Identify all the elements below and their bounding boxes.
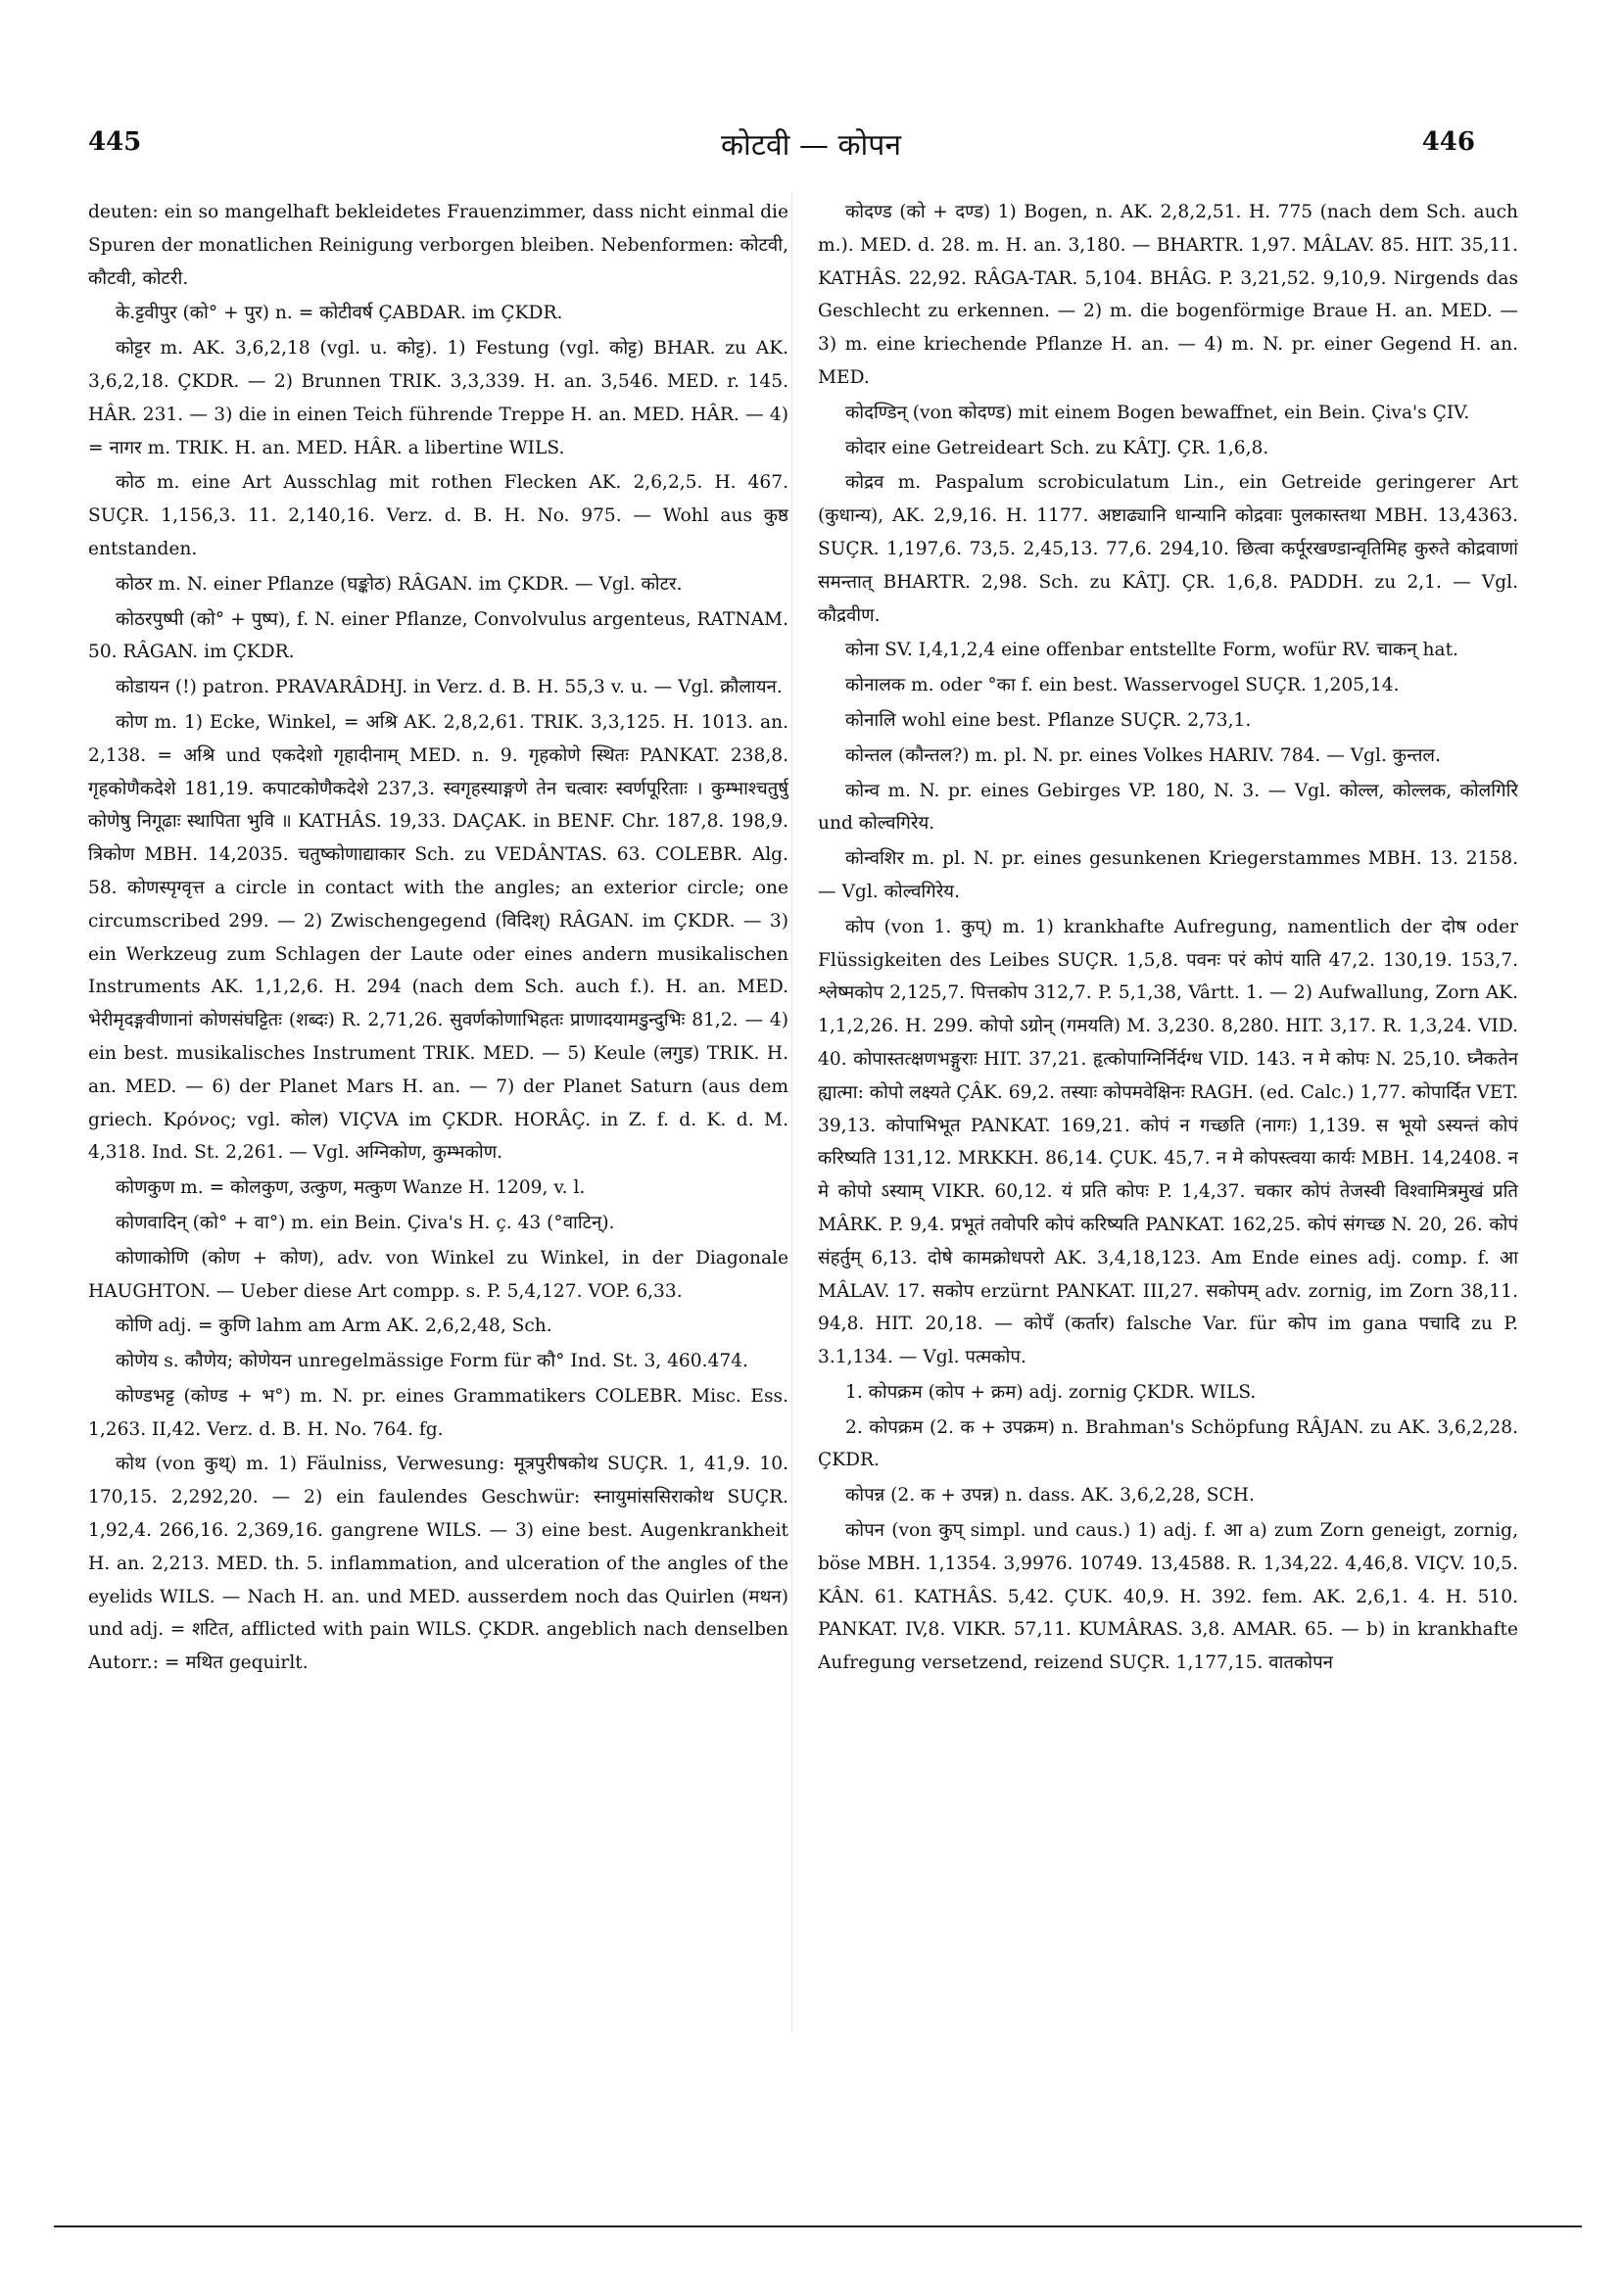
dictionary-entry: कोणि adj. = कुणि lahm am Arm AK. 2,6,2,48, Sch. — [116, 1315, 552, 1337]
dictionary-entry: 1. कोपक्रम (कोप + क्रम) adj. zornig ÇKDR. WILS. — [845, 1381, 1257, 1403]
dictionary-entry: कोदार eine Getreideart Sch. zu KÂTJ. ÇR. 1,6,8. — [845, 437, 1269, 458]
footer-rule — [54, 2225, 1582, 2227]
dictionary-entry: कोप (von 1. कुप्) m. 1) krankhafte Aufregung, namentlich der दोष oder Flüssigkeiten des Leibes SUÇR. 1,5,8. पवनः परं कोपं याति 47,2. 130,19. 153,7. श्लेष्मकोप 2,125,7. पित्तकोप 312,7. P. 5,1,38, Vârtt. 1. — 2) Aufwallung, Zorn AK. 1,1,2,26. H. 299. कोपो ऽग्रोन् (गमयति) M. 3,230. 8,280. HIT. 3,17. R. 1,3,24. VID. 40. कोपास्तत्क्षणभङ्गुराः HIT. 37,21. हृत्कोपाग्निर्निर्दग्ध VID. 143. न मे कोपः N. 25,10. घ्नैकतेन ह्यात्मा: कोपो लक्ष्यते ÇÂK. 69,2. तस्याः कोपमवेक्षिनः RAGH. (ed. Calc.) 1,77. कोपार्दित VET. 39,13. कोपाभिभूत PANKAT. 169,21. कोपं न गच्छति (नागः) 1,139. स भूयो ऽस्यन्तं कोपं करिष्यति 131,12. MRKKH. 86,14. ÇUK. 45,7. न मे कोपस्त्वया कार्यः MBH. 14,2408. न मे कोपो ऽस्याम् VIKR. 60,12. यं प्रति कोपः P. 1,4,37. चकार कोपं तेजस्वी विश्वामित्रमुखं प्रति MÂRK. P. 9,4. प्रभूतं तवोपरि कोपं करिष्यति PANKAT. 162,25. कोपं संगच्छ N. 20, 26. कोपं संहर्तुम् 6,13. दोषे कामक्रोधपरो AK. 3,4,18,123. Am Ende eines adj. comp. f. आ MÂLAV. 17. सकोप erzürnt PANKAT. III,27. सकोपम् adv. zornig, im Zorn 38,11. 94,8. HIT. 20,18. — कोपँ (कर्तार) falsche Var. für कोप im gana पचादि zu P. 3.1,134. — Vgl. पत्मकोप. — [818, 916, 1518, 1368]
dictionary-entry: कोणाकोणि (कोण + कोण), adv. von Winkel zu Winkel, in der Diagonale HAUGHTON. — Ueber diese Art compp. s. P. 5,4,127. VOP. 6,33. — [88, 1247, 788, 1302]
page-header — [0, 127, 1622, 176]
dictionary-entry: कोदण्डिन् (von कोदण्ड) mit einem Bogen bewaffnet, ein Bein. Çiva's ÇIV. — [845, 402, 1470, 423]
dictionary-entry: कोथ (von कुथ्) m. 1) Fäulniss, Verwesung: मूत्रपुरीषकोथ SUÇR. 1, 41,9. 10. 170,15. 2,292,20. — 2) ein faulendes Geschwür: स्नायुमांससिराकोथ SUÇR. 1,92,4. 266,16. 2,369,16. gangrene WILS. — 3) eine best. Augenkrankheit H. an. 2,213. MED. th. 5. inflammation, and ulceration of the angles of the eyelids WILS. — Nach H. an. und MED. ausserdem noch das Quirlen (मथन) und adj. = शटित, afflicted with pain WILS. ÇKDR. angeblich nach denselben Autorr.: = मथित gequirlt. — [88, 1454, 788, 1674]
left-column — [88, 196, 788, 2018]
dictionary-entry: कोना SV. I,4,1,2,4 eine offenbar entstellte Form, wofür RV. चाकन् hat. — [845, 640, 1458, 661]
dictionary-entry: कोण m. 1) Ecke, Winkel, = अश्रि AK. 2,8,2,61. TRIK. 3,3,125. H. 1013. an. 2,138. = अश्रि und एकदेशो गृहादीनाम् MED. n. 9. गृहकोणे स्थितः PANKAT. 238,8. गृहकोणैकदेशे 181,19. कपाटकोणैकदेशे 237,3. स्वगृहस्याङ्गणे तेन चत्वारः स्वर्णपूरिताः । कुम्भाश्चतुर्षु कोणेषु निगूढाः स्थापिता भुवि ॥ KATHÂS. 19,33. DAÇAK. in BENF. Chr. 187,8. 198,9. त्रिकोण MBH. 14,2035. चतुष्कोणाद्याकार Sch. zu VEDÂNTAS. 63. COLEBR. Alg. 58. कोणस्पृग्वृत्त a circle in contact with the angles; an exterior circle; one circumscribed 299. — 2) Zwischengegend (विदिश्) RÂGAN. im ÇKDR. — 3) ein Werkzeug zum Schlagen der Laute oder eines andern musikalischen Instruments AK. 1,1,2,6. H. 294 (nach dem Sch. auch f.). H. an. MED. भेरीमृदङ्गवीणानां कोणसंघट्टितः (शब्दः) R. 2,71,26. सुवर्णकोणाभिहतः प्राणादयामडुन्दुभिः 81,2. — 4) ein best. musikalisches Instrument TRIK. MED. — 5) Keule (लगुड) TRIK. H. an. MED. — 6) der Planet Mars H. an. — 7) der Planet Saturn (aus dem griech. Κρόνος; vgl. कोल) VIÇVA im ÇKDR. HORÂÇ. in Z. f. d. K. d. M. 4,318. Ind. St. 2,261. — Vgl. अग्निकोण, कुम्भकोण. — [88, 711, 788, 1164]
dictionary-entry: कोनालि wohl eine best. Pflanze SUÇR. 2,73,1. — [845, 709, 1252, 731]
dictionary-entry: कोण्डभट्ट (कोण्ड + भ°) m. N. pr. eines Grammatikers COLEBR. Misc. Ess. 1,263. II,42. Verz. d. B. H. No. 764. fg. — [88, 1385, 788, 1440]
dictionary-entry: कोदण्ड (को + दण्ड) 1) Bogen, n. AK. 2,8,2,51. H. 775 (nach dem Sch. auch m.). MED. d. 28. m. H. an. 3,180. — BHARTR. 1,97. MÂLAV. 85. HIT. 35,11. KATHÂS. 22,92. RÂGA-TAR. 5,104. BHÂG. P. 3,21,52. 9,10,9. Nirgends das Geschlecht zu erkennen. — 2) m. die bogenförmige Braue H. an. MED. — 3) m. eine kriechende Pflanze H. an. — 4) m. N. pr. einer Gegend H. an. MED. — [818, 202, 1518, 388]
dictionary-entry: कोठ m. eine Art Ausschlag mit rothen Flecken AK. 2,6,2,5. H. 467. SUÇR. 1,156,3. 11. 2,140,16. Verz. d. B. H. No. 975. — Wohl aus कुष्ठ entstanden. — [88, 472, 788, 559]
dictionary-entry: कोन्व m. N. pr. eines Gebirges VP. 180, N. 3. — Vgl. कोल्ल, कोल्लक, कोलगिरि und कोल्वगिरेय. — [818, 780, 1518, 835]
dictionary-entry: कोठर m. N. einer Pflanze (घङ्कोठ) RÂGAN. im ÇKDR. — Vgl. कोटर. — [116, 573, 683, 595]
dictionary-entry: के.ट्टवीपुर (को° + पुर) n. = कोटीवर्ष ÇABDAR. im ÇKDR. — [116, 303, 563, 324]
dictionary-entry: कोणवादिन् (को° + वा°) m. ein Bein. Çiva's H. ç. 43 (°वाटिन्). — [116, 1212, 615, 1233]
dictionary-entry: 2. कोपक्रम (2. क + उपक्रम) n. Brahman's Schöpfung RÂJAN. zu AK. 3,6,2,28. ÇKDR. — [818, 1416, 1518, 1471]
column-divider — [791, 192, 792, 2033]
right-column — [818, 196, 1518, 2018]
dictionary-entry: कोन्तल (कौन्तल?) m. pl. N. pr. eines Volkes HARIV. 784. — Vgl. कुन्तल. — [845, 744, 1441, 766]
dictionary-entry: कोट्टर m. AK. 3,6,2,18 (vgl. u. कोट्ट). 1) Festung (vgl. कोट्ट) BHAR. zu AK. 3,6,2,18. ÇKDR. — 2) Brunnen TRIK. 3,3,339. H. an. 3,546. MED. r. 145. HÂR. 231. — 3) die in einen Teich führende Treppe H. an. MED. HÂR. — 4) = नागर m. TRIK. H. an. MED. HÂR. a libertine WILS. — [88, 338, 788, 458]
dictionary-entry: कोणेय s. कौणेय; कोणेयन unregelmässige Form für कौ° Ind. St. 3, 460.474. — [116, 1351, 748, 1372]
dictionary-entry: कोणकुण m. = कोलकुण, उत्कुण, मत्कुण Wanze H. 1209, v. l. — [116, 1177, 586, 1199]
dictionary-entry: कोद्रव m. Paspalum scrobiculatum Lin., ein Getreide geringerer Art (कुधान्य), AK. 2,9,16. H. 1177. अष्टाढ्यानि धान्यानि कोद्रवाः पुलकास्तथा MBH. 13,4363. SUÇR. 1,197,6. 73,5. 2,45,13. 77,6. 294,10. छित्वा कर्पूरखण्डान्वृतिमिह कुरुते कोद्रवाणां समन्तात् BHARTR. 2,98. Sch. zu KÂTJ. ÇR. 1,6,8. PADDH. zu 2,1. — Vgl. कौद्रवीण. — [818, 472, 1518, 626]
dictionary-entry: कोपन्न (2. क + उपन्न) n. dass. AK. 3,6,2,28, SCH. — [845, 1485, 1255, 1507]
running-head: कोटवी — कोपन — [721, 128, 901, 163]
dictionary-entry: कोन्वशिर m. pl. N. pr. eines gesunkenen Kriegerstammes MBH. 13. 2158. — Vgl. कोल्वगिरेय. — [818, 848, 1518, 902]
dictionary-entry: कोठरपुष्पी (को° + पुष्प), f. N. einer Pflanze, Convolvulus argenteus, RATNAM. 50. RÂGAN. im ÇKDR. — [88, 608, 788, 663]
page-number-right: 446 — [1421, 127, 1475, 157]
dictionary-entry: कोडायन (!) patron. PRAVARÂDHJ. in Verz. d. B. H. 55,3 v. u. — Vgl. क्रौलायन. — [116, 677, 783, 698]
dictionary-entry: कोपन (von कुप् simpl. und caus.) 1) adj. f. आ a) zum Zorn geneigt, zornig, böse MBH. 1,1354. 3,9976. 10749. 13,4588. R. 1,34,22. 4,46,8. VIÇV. 10,5. KÂN. 61. KATHÂS. 5,42. ÇUK. 40,9. H. 392. fem. AK. 2,6,1. 4. H. 510. PANKAT. IV,8. VIKR. 57,11. KUMÂRAS. 3,8. AMAR. 65. — b) in krankhafte Aufregung versetzend, reizend SUÇR. 1,177,15. वातकोपन — [818, 1520, 1518, 1674]
dictionary-entry: कोनालक m. oder °का f. ein best. Wasservogel SUÇR. 1,205,14. — [845, 675, 1400, 696]
dictionary-entry: deuten: ein so mangelhaft bekleidetes Frauenzimmer, dass nicht einmal die Spuren der monatlichen Reinigung verborgen bleiben. Nebenformen: कोटवी, कौटवी, कोटरी. — [88, 202, 788, 289]
page-number-left: 445 — [88, 127, 142, 157]
